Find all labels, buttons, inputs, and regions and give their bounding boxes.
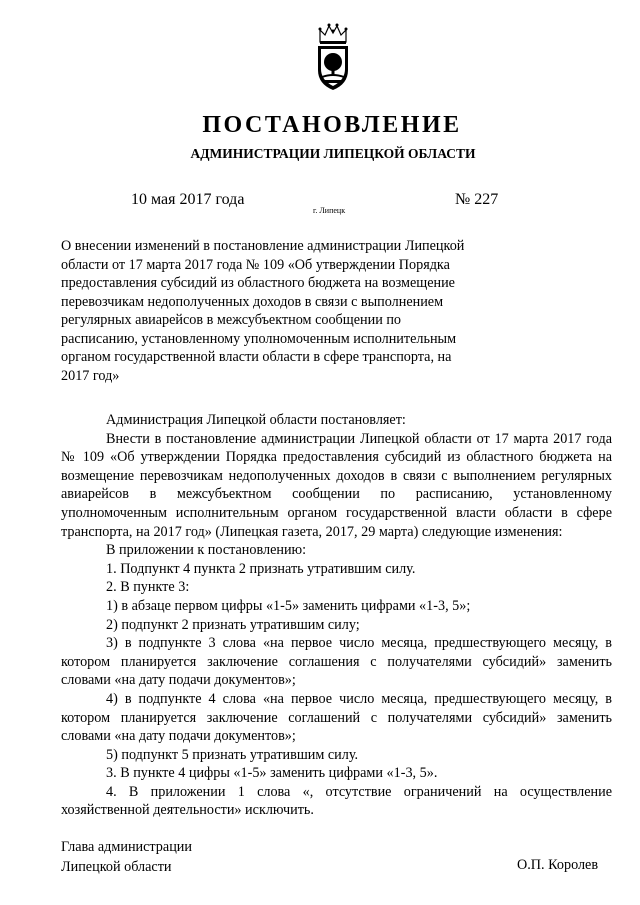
document-subject: О внесении изменений в постановление администрации Липецкой области от 17 марта 2017 года № 109 «Об утверждении Порядка предоставления субсидий из областного бюджета на возмещение перевозчикам недополученных доходов в связи с выполнением регулярных авиарейсов в межсубъектном сообщении по расписанию, установленному уполномоченным исполнительным органом государственной власти области в сфере транспорта, на 2017 год»: [61, 238, 465, 384]
signature-position: [61, 838, 192, 877]
body-paragraph: Администрация Липецкой области постановляет:: [106, 412, 406, 428]
signature-name: О.П. Королев: [517, 857, 599, 873]
document-city: г. Липецк: [313, 206, 346, 215]
emblem: [312, 22, 354, 92]
document-body: [61, 411, 612, 820]
body-paragraph: 3. В пункте 4 цифры «1-5» заменить цифрами «1-3, 5».: [106, 765, 438, 782]
document-number: № 227: [455, 191, 499, 208]
body-paragraph: 1) в абзаце первом цифры «1-5» заменить цифрами «1-3, 5»;: [106, 597, 471, 614]
body-paragraph: 2) подпункт 2 признать утратившим силу;: [106, 616, 360, 633]
body-paragraph: 5) подпункт 5 признать утратившим силу.: [106, 746, 359, 763]
body-paragraph: В приложении к постановлению:: [106, 542, 307, 559]
body-paragraph: 4) в подпункте 4 слова «на первое число месяца, предшествующего месяцу, в котором планируется заключение соглашений с получателями субсидий» заменить словами «на дату подачи документов»;: [61, 690, 612, 745]
signature-position-line1: Глава администрации: [61, 839, 192, 855]
body-paragraph: Внести в постановление администрации Липецкой области от 17 марта 2017 года № 109 «Об утверждении Порядка предоставления субсидий из областного бюджета на возмещение перевозчикам недополученных доходов в связи с выполнением регулярных авиарейсов в межсубъектном сообщении по расписанию, установленному уполномоченным исполнительным органом государственной власти области в сфере транспорта, на 2017 год» (Липецкая газета, 2017, 29 марта) следующие изменения:: [61, 430, 612, 540]
document-title: ПОСТАНОВЛЕНИЕ: [202, 112, 462, 138]
body-paragraph: 1. Подпункт 4 пункта 2 признать утратившим силу.: [106, 560, 416, 577]
document-date: 10 мая 2017 года: [131, 191, 245, 208]
lipetsk-coat-of-arms-icon: [312, 22, 354, 92]
signature-position-line2: Липецкой области: [61, 858, 172, 875]
body-paragraph: 2. В пункте 3:: [106, 579, 190, 596]
body-paragraph: 3) в подпункте 3 слова «на первое число месяца, предшествующего месяцу, в котором планируется заключение соглашения с получателями субсидий» заменить словами «на дату подачи документов»;: [61, 635, 612, 689]
body-paragraph: 4. В приложении 1 слова «, отсутствие ограничений на осуществление хозяйственной деятельности» исключить.: [61, 783, 612, 819]
document-subtitle: АДМИНИСТРАЦИИ ЛИПЕЦКОЙ ОБЛАСТИ: [190, 146, 476, 161]
